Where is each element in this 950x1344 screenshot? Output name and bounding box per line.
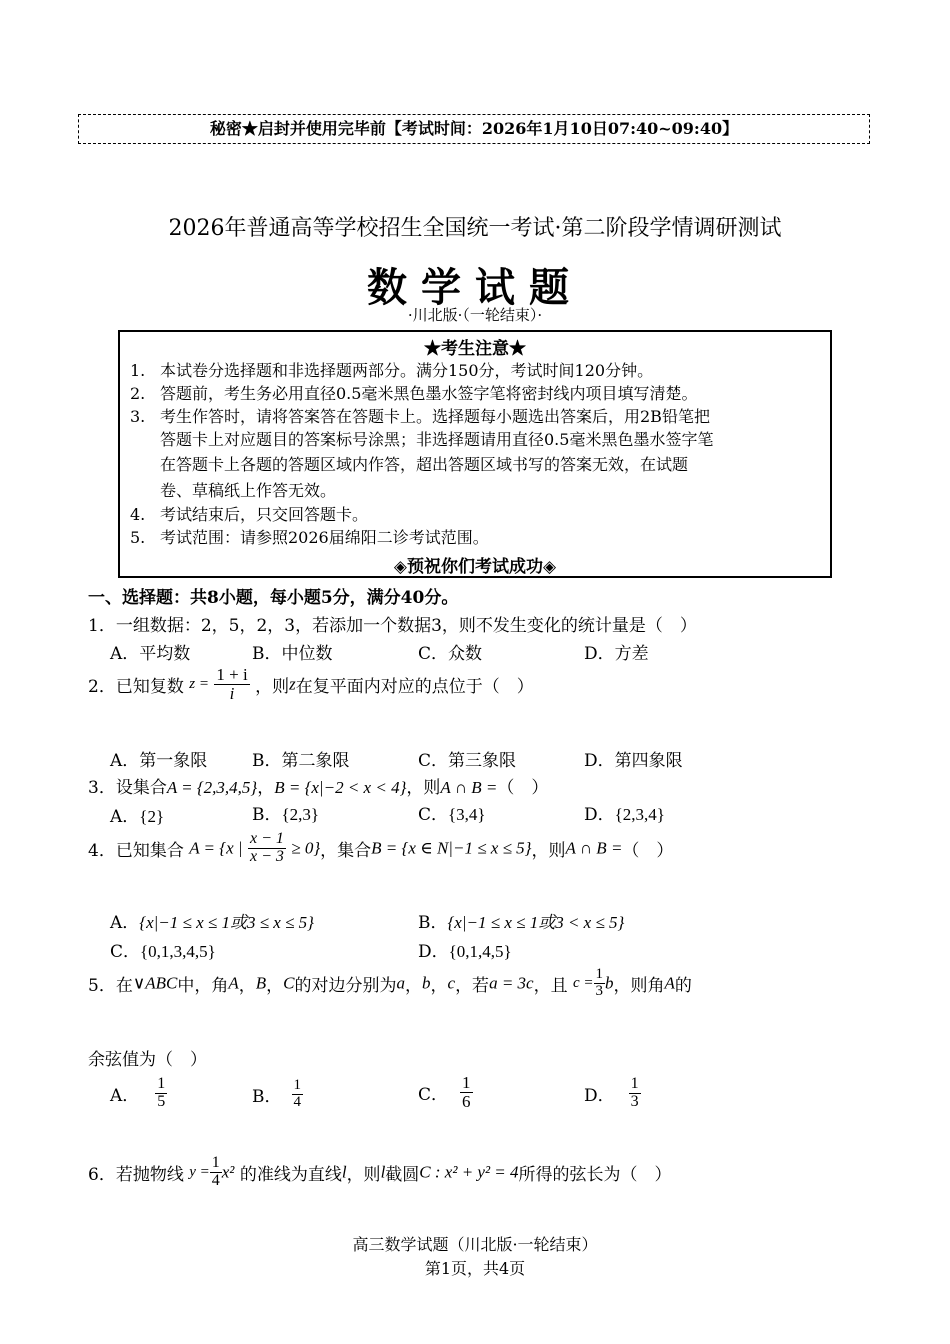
- q5-option-a: A． $\frac{1}{5}$: [110, 1075, 166, 1110]
- confidential-banner: 秘密★启封并使用完毕前【考试时间：2026年1月10日07:40~09:40】: [78, 114, 870, 144]
- notice-item: 4. 考试结束后，只交回答题卡。: [130, 505, 369, 524]
- notice-item: 3. 考生作答时，请将答案答在答题卡上。选择题每小题选出答案后，用2B铅笔把: [130, 407, 710, 426]
- q4-option-c: C．{0,1,3,4,5}: [110, 942, 216, 962]
- question-1-stem: 1．一组数据：2，5，2，3，若添加一个数据3，则不发生变化的统计量是（ ）: [88, 616, 697, 636]
- question-4-stem: 4．已知集合 A = {x | $\frac{x - 1}{x - 3}$ ≥ 0}，集合B = {x ∈ N|−1 ≤ x ≤ 5}，则A ∩ B =（ ）: [88, 830, 674, 865]
- footer-title: 高三数学试题（川北版·一轮结束）: [352, 1235, 598, 1254]
- q5-option-b: B． $\frac{1}{4}$: [252, 1077, 301, 1110]
- q1-option-b: B．中位数: [252, 644, 333, 664]
- notice-item: 1. 本试卷分选择题和非选择题两部分。满分150分，考试时间120分钟。: [130, 361, 654, 380]
- exam-title: 2026年普通高等学校招生全国统一考试·第二阶段学情调研测试: [168, 216, 782, 241]
- q4-option-a: A．{x|−1 ≤ x ≤ 1或3 ≤ x ≤ 5}: [110, 913, 314, 933]
- question-6-stem: 6．若抛物线 y = $\frac{1}{4}$ x² 的准线为直线l，则l截圆C : x² + y² = 4所得的弦长为（ ）: [88, 1154, 672, 1189]
- q2-option-c: C．第三象限: [418, 751, 517, 771]
- notice-box: [118, 330, 832, 578]
- q3-option-d: D．{2,3,4}: [584, 805, 665, 825]
- notice-item: 5. 考试范围：请参照2026届绵阳二诊考试范围。: [130, 528, 489, 547]
- q1-option-c: C．众数: [418, 644, 483, 664]
- q3-option-b: B．{2,3}: [252, 805, 320, 825]
- q4-option-b: B．{x|−1 ≤ x ≤ 1或3 < x ≤ 5}: [418, 913, 625, 933]
- question-3-stem: 3．设集合A = {2,3,4,5}，B = {x|−2 < x < 4}，则A ∩ B =（ ）: [88, 778, 549, 798]
- q2-option-b: B．第二象限: [252, 751, 350, 771]
- section-heading: 一、选择题：共8小题，每小题5分，满分40分。: [88, 588, 459, 608]
- q5-option-c: C． $\frac{1}{6}$: [418, 1073, 471, 1111]
- page-number: 第1页，共4页: [424, 1259, 526, 1278]
- q2-option-a: A．第一象限: [110, 751, 208, 771]
- notice-item-continued: 卷、草稿纸上作答无效。: [160, 481, 337, 500]
- q3-option-c: C．{3,4}: [418, 805, 486, 825]
- q1-option-a: A．平均数: [110, 644, 191, 664]
- question-5-stem: 5．在∨ABC中，角A，B，C的对边分别为a，b，c，若a = 3c，且 c = $\frac{1}{3}$ b，则角A的: [88, 966, 692, 999]
- notice-item: 2. 答题前，考生务必用直径0.5毫米黑色墨水签字笔将密封线内项目填写清楚。: [130, 384, 698, 403]
- notice-title: ★考生注意★: [424, 339, 526, 359]
- q2-option-d: D．第四象限: [584, 751, 683, 771]
- question-5-stem-continued: 余弦值为（ ）: [88, 1050, 207, 1070]
- q5-option-d: D． $\frac{1}{3}$: [584, 1075, 639, 1110]
- edition-label: ·川北版·（一轮结束）·: [407, 306, 543, 324]
- notice-item-continued: 答题卡上对应题目的答案标号涂黑；非选择题请用直径0.5毫米黑色墨水签字笔: [160, 430, 714, 449]
- q3-option-a: A．{2}: [110, 807, 165, 827]
- subject-title: 数学试题: [367, 264, 583, 311]
- notice-footer: ◈预祝你们考试成功◈: [393, 557, 557, 577]
- notice-item-continued: 在答题卡上各题的答题区域内作答，超出答题区域书写的答案无效，在试题: [160, 455, 689, 474]
- question-2-stem: 2．已知复数 z = $\frac{1 + i}{i}$ ，则z在复平面内对应的点位于（ ）: [88, 665, 534, 703]
- q4-option-d: D．{0,1,4,5}: [418, 942, 512, 962]
- q1-option-d: D．方差: [584, 644, 649, 664]
